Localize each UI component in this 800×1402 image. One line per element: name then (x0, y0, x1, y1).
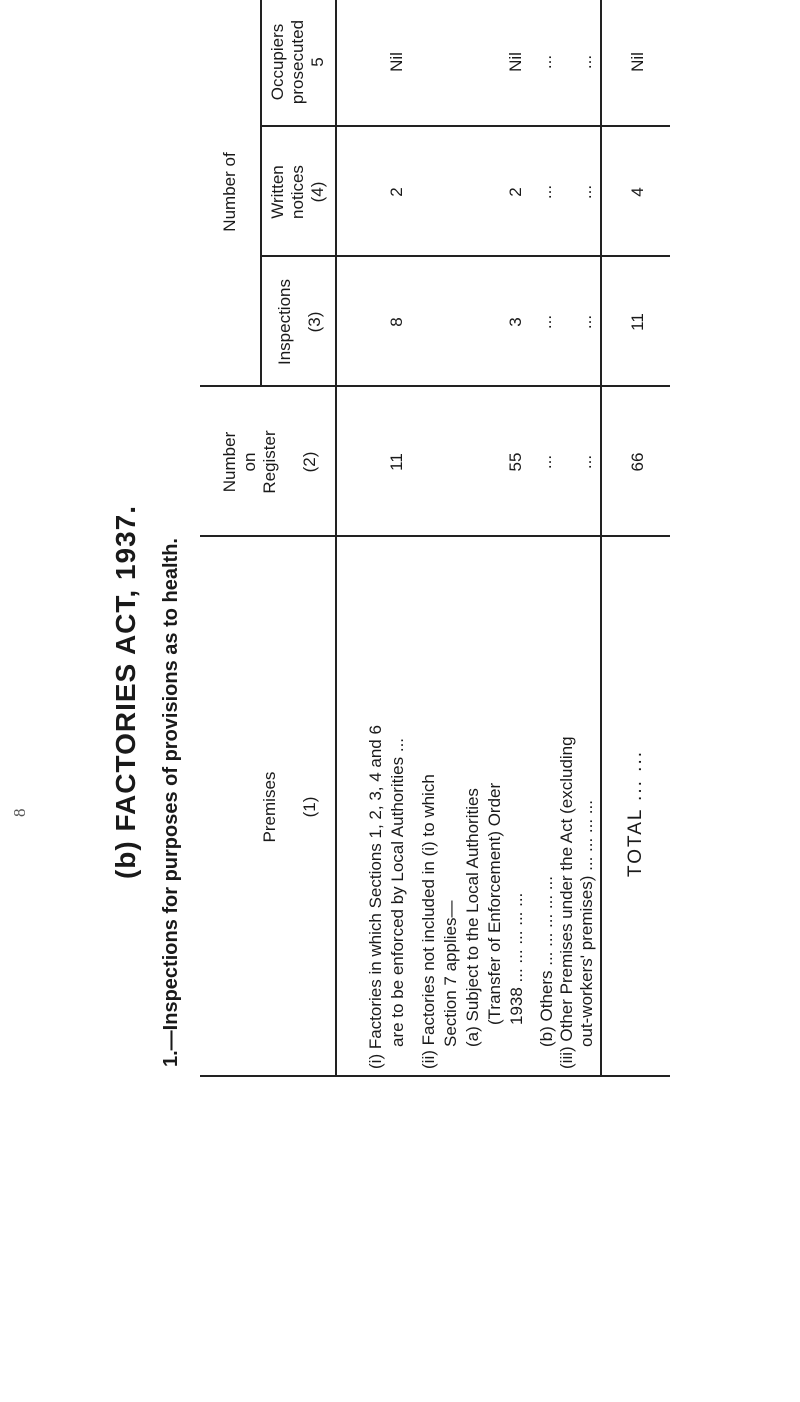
total-label: TOTAL ... ... (625, 749, 646, 877)
header-premises: Premises (260, 771, 279, 843)
row-i-inspections: 8 (387, 317, 406, 327)
row-i-text-1: (i) Factories in which Sections 1, 2, 3, 4 and 6 (366, 725, 385, 1069)
row-ii-b-notices: ... (536, 184, 555, 200)
header-premises-col: (1) (300, 796, 319, 818)
row-iii-text-1: (iii) Other Premises under the Act (excluding (557, 736, 576, 1069)
row-ii-a-text-3: 1938 ... ... ... ... ... (507, 892, 526, 1025)
total-rule (600, 0, 602, 1077)
row-ii-a-prosecuted: Nil (506, 52, 525, 72)
row-iii-text-2: out-workers' premises) ... ... ... ... (577, 800, 596, 1047)
table-subtitle: 1.—Inspections for purposes of provisions as to health. (160, 538, 182, 1067)
header-occupiers-col: 5 (308, 57, 327, 67)
row-ii-a-notices: 2 (506, 187, 525, 197)
header-register-2: on (240, 452, 259, 472)
row-ii-b-prosecuted: ... (536, 54, 555, 70)
header-register-col: (2) (300, 451, 319, 473)
row-iii-inspections: ... (576, 314, 595, 330)
row-iii-register: ... (576, 454, 595, 470)
row-iii-prosecuted: ... (576, 54, 595, 70)
row-ii-text-1: (ii) Factories not included in (i) to which (419, 774, 438, 1069)
row-ii-text-2: Section 7 applies— (441, 900, 460, 1047)
total-notices: 4 (628, 187, 647, 197)
row-iii-notices: ... (576, 184, 595, 200)
page-title: (b) FACTORIES ACT, 1937. (110, 504, 141, 880)
row-i-notices: 2 (387, 187, 406, 197)
row-i-text-2: are to be enforced by Local Authorities ... (388, 737, 407, 1047)
row-ii-a-text-1: (a) Subject to the Local Authorities (463, 788, 482, 1047)
total-inspections: 11 (628, 313, 647, 331)
total-register: 66 (628, 452, 647, 472)
header-rule (335, 0, 337, 1077)
row-i-prosecuted: Nil (387, 52, 406, 72)
header-register-1: Number (220, 431, 239, 493)
row-ii-a-inspections: 3 (506, 317, 525, 327)
inspections-table (200, 0, 670, 1077)
header-number-of: Number of (220, 152, 239, 232)
header-written-col: (4) (308, 181, 327, 203)
header-written-1: Written (268, 165, 287, 219)
row-ii-a-text-2: (Transfer of Enforcement) Order (485, 782, 504, 1025)
page-number: 8 (10, 808, 29, 817)
header-occupiers-1: Occupiers (268, 23, 287, 101)
header-inspections: Inspections (275, 279, 294, 365)
header-register-3: Register (260, 430, 279, 494)
total-prosecuted: Nil (628, 52, 647, 72)
row-i-register: 11 (387, 453, 406, 471)
number-of-underline (260, 0, 262, 387)
row-ii-b-register: ... (536, 454, 555, 470)
row-ii-b-inspections: ... (536, 314, 555, 330)
header-occupiers-2: prosecuted (288, 19, 307, 105)
row-ii-b-text: (b) Others ... ... ... ... ... (537, 876, 556, 1047)
header-written-2: notices (288, 165, 307, 219)
header-inspections-col: (3) (305, 311, 324, 333)
row-ii-a-register: 55 (506, 452, 525, 472)
